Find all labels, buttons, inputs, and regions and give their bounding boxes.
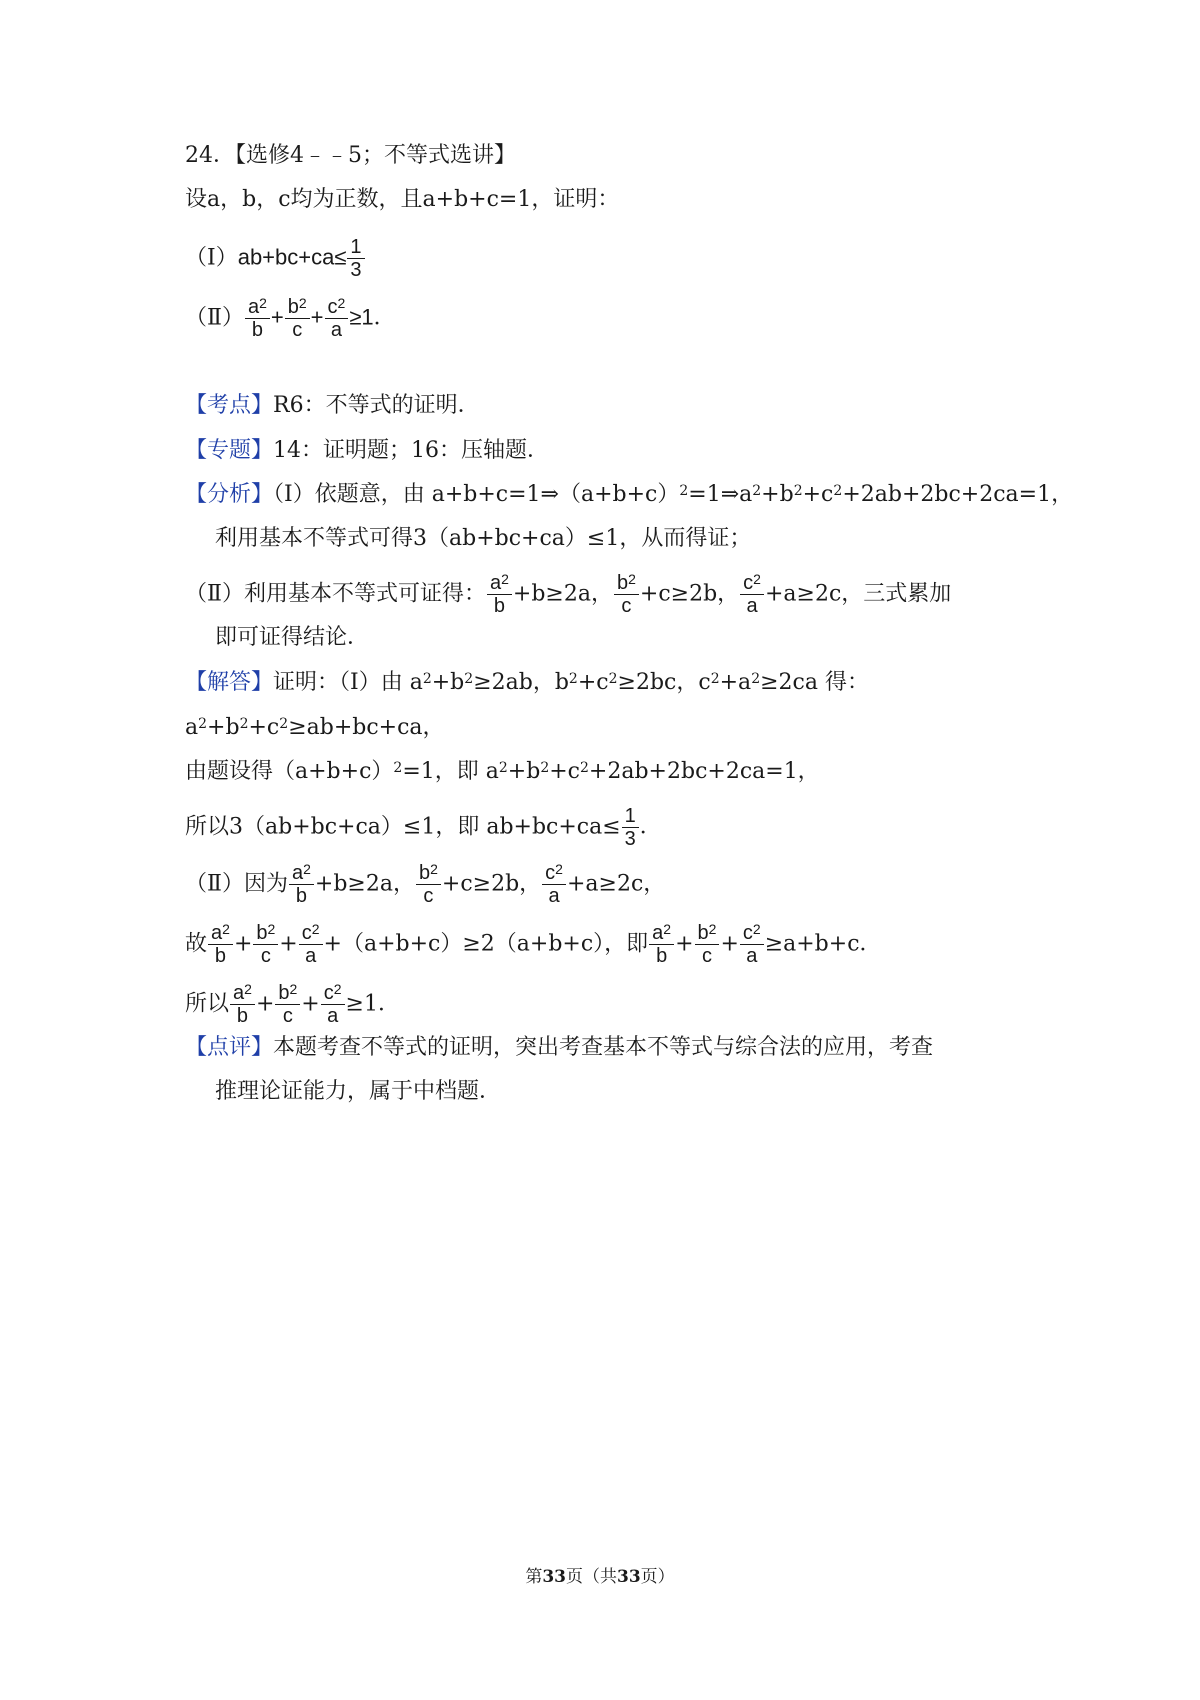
fenxi-line-4: 即可证得结论． <box>215 625 370 650</box>
fraction-b2-c: $\frac{b^2}{c}$ <box>695 922 720 967</box>
jieda-line-1: 【解答】证明：（Ⅰ）由 $a^2+b^2\ge 2ab$，$b^2+c^2\ge 2bc$，$c^2+a^2\ge 2ca$ 得： <box>185 670 869 695</box>
problem-title: 24．【选修4﹣﹣5；不等式选讲】 <box>185 143 516 168</box>
page-footer: 第33页（共33页） <box>525 1567 675 1587</box>
part-1 <box>185 236 366 281</box>
part-2-tail: ≥1． <box>349 304 396 330</box>
fraction-a2-b: $\frac{a^2}{b}$ <box>208 922 233 967</box>
tag-jieda: 【解答】 <box>185 670 274 695</box>
fraction-b2-c: $\frac{b^2}{c}$ <box>275 982 300 1027</box>
fraction-b2-c: $\frac{b^2}{c}$ <box>253 922 278 967</box>
kaodian-line <box>185 392 480 420</box>
part-2-label: （Ⅱ） <box>185 305 244 331</box>
part-1-label: （Ⅰ） <box>185 245 238 271</box>
fraction-c2-a: $\frac{c^2}{a}$ <box>542 862 566 907</box>
jieda-line-4: 所以3（ab+bc+ca）≤1，即 ab+bc+ca≤ $\frac{1}{3}$ ． <box>185 805 662 850</box>
fraction-c2-a: $\frac{c^2}{a}$ <box>740 922 764 967</box>
part-2: （Ⅱ） $\frac{a^2}{b}$ + $\frac{b^2}{c}$ + $\frac{c^2}{a}$ ≥1． <box>185 295 396 341</box>
tag-fenxi: 【分析】 <box>185 482 274 507</box>
jieda-line-2: $a^2+b^2+c^2\ge ab+bc+ca$， <box>185 715 445 740</box>
jieda-line-7: 所以 $\frac{a^2}{b}$ + $\frac{b^2}{c}$ + $\frac{c^2}{a}$ ≥1． <box>185 981 400 1027</box>
page-number: 33 <box>542 1567 566 1587</box>
fraction-a2-b: $\frac{a^2}{b}$ <box>289 862 314 907</box>
fraction-b2-c: $\frac{b^2}{c}$ <box>614 572 639 617</box>
fraction-b2-c: $\frac{b^2}{c}$ <box>285 296 310 341</box>
fraction-a2-b: $\frac{a^2}{b}$ <box>230 982 255 1027</box>
zhuanti-text: 14：证明题；16：压轴题． <box>273 438 550 463</box>
fraction-one-third: $\frac{1}{3}$ <box>622 805 639 850</box>
tag-zhuanti: 【专题】 <box>185 438 274 463</box>
problem-statement: 设a，b，c均为正数，且a+b+c=1，证明： <box>185 187 620 212</box>
fraction-b2-c: $\frac{b^2}{c}$ <box>416 862 441 907</box>
jieda-line-5: （Ⅱ）因为 $\frac{a^2}{b}$ +b≥2a， $\frac{b^2}{c}$ +c≥2b， $\frac{c^2}{a}$ +a≥2c， <box>185 861 666 907</box>
fraction-c2-a: $\frac{c^2}{a}$ <box>321 982 345 1027</box>
tag-kaodian: 【考点】 <box>185 393 274 418</box>
tag-dianping: 【点评】 <box>185 1035 274 1060</box>
fenxi-line-2: 利用基本不等式可得3（ab+bc+ca）≤1，从而得证； <box>215 526 752 551</box>
zhuanti-line <box>185 437 549 465</box>
fenxi-line-1: 【分析】（Ⅰ）依题意，由 $a+b+c=1\Rightarrow(a+b+c)^2=1\Rightarrow a^2+b^2+c^2+2ab+2bc+2ca=1$， <box>185 482 1074 507</box>
fraction-a2-b: $\frac{a^2}{b}$ <box>487 572 512 617</box>
dianping-line-2: 推理论证能力，属于中档题． <box>215 1079 502 1104</box>
kaodian-text: R6：不等式的证明． <box>273 393 480 418</box>
dianping-line-1: 【点评】本题考查不等式的证明，突出考查基本不等式与综合法的应用，考查 <box>185 1035 934 1060</box>
part-1-expr: ab+bc+ca≤ <box>237 244 347 270</box>
page-total: 33 <box>617 1567 641 1587</box>
fraction-a2-b: $\frac{a^2}{b}$ <box>649 922 674 967</box>
fenxi-line-3: （Ⅱ）利用基本不等式可证得： $\frac{a^2}{b}$ +b≥2a， $\frac{b^2}{c}$ +c≥2b， $\frac{c^2}{a}$ +a≥2c，三式累加 <box>185 571 952 617</box>
fraction-c2-a: $\frac{c^2}{a}$ <box>299 922 323 967</box>
jieda-line-6: 故 $\frac{a^2}{b}$ + $\frac{b^2}{c}$ + $\frac{c^2}{a}$ +（a+b+c）≥2（a+b+c），即 $\frac{a^2}{b}$ + $\frac{b^2}{c}$ + $\frac{c^2}{a}$ ≥a+b+c． <box>185 921 882 967</box>
fraction-c2-a: $\frac{c^2}{a}$ <box>325 296 349 341</box>
fraction-a2-b: $\frac{a^2}{b}$ <box>245 296 270 341</box>
fraction-c2-a: $\frac{c^2}{a}$ <box>740 572 764 617</box>
jieda-line-3: 由题设得$(a+b+c)^2=1$，即 $a^2+b^2+c^2+2ab+2bc+2ca=1$， <box>185 759 820 784</box>
fraction-one-third: $\frac{1}{3}$ <box>347 236 364 281</box>
